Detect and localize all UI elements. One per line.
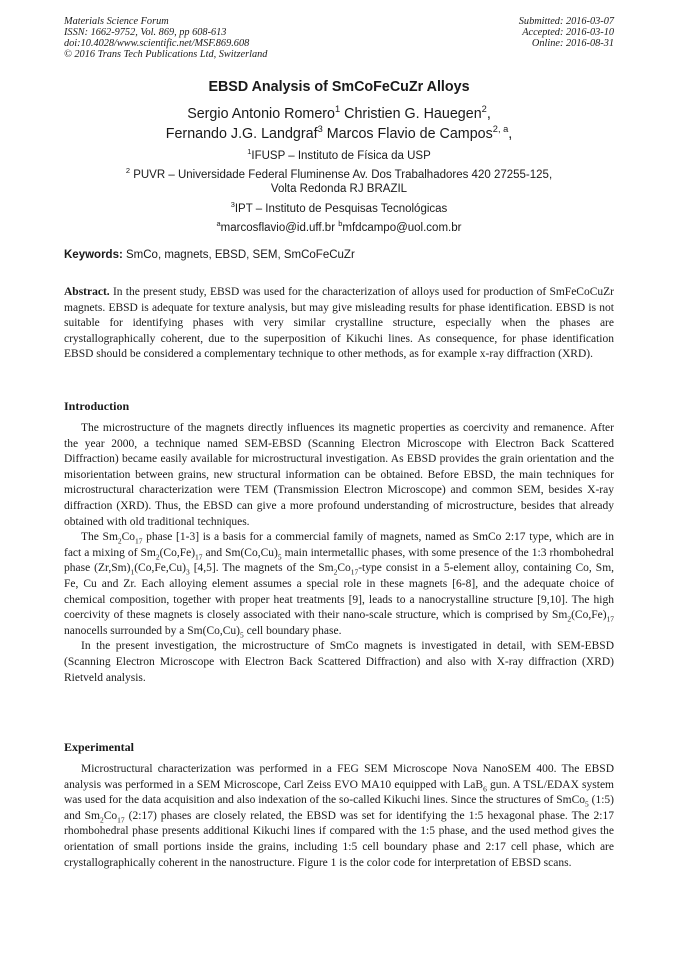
author-affil-mark: 2 [481, 104, 487, 115]
author-name: Christien G. Hauegen [340, 106, 482, 122]
affil-mark: 2 [125, 166, 131, 176]
online-date: Online: 2016-08-31 [531, 38, 614, 49]
experimental-body [64, 762, 614, 871]
email-mark: b [338, 219, 343, 229]
accepted-date: Accepted: 2016-03-10 [522, 27, 614, 38]
paragraph: In the present investigation, the microstructure of SmCo magnets is investigated in detail, with SEM-EBSD (Scanning Electron Microscope with Electron Back Scattered Diffraction) and also with X-ray diffraction (XRD) Rietveld analysis. [64, 640, 614, 684]
author-affil-mark: 3 [317, 124, 323, 135]
paragraph: Microstructural characterization was performed in a FEG SEM Microscope Nova NanoSEM 400. The EBSD analysis was performed in a SEM Microscope, Carl Zeiss EVO MA10 equipped with LaB$_6$ gun. A TSL/EDAX system was used for the data acquisition and also indexation of the so-called Kikuchi lines. Since the structures of SmCo$_5$ (1:5) and $Sm_2Co_{17}$ (2:17) phases are closely related, the EBSD was set for identifying the 1:5 hexagonal phase. The 2:17 rhombohedral phase presents additional Kikuchi lines if compared with the 1:5 phase, and the used method gives the orientation of small portions inside the grains, including 1:5 cell boundary phase and 2:17 cell phase, which are crystallographically coherent in the nanostructure. Figure 1 is the color code for interpretation of EBSD scans. [64, 763, 615, 869]
author-emails [0, 221, 678, 235]
submitted-date: Submitted: 2016-03-07 [518, 16, 614, 27]
email-mark: a [216, 219, 221, 229]
email-link[interactable]: marcosflavio@id.uff.br [220, 222, 336, 234]
abstract-text: In the present study, EBSD was used for the characterization of alloys used for production of SmFeCoCuZr magnets. EBSD is adequate for texture analysis, but may give misleading results for phase identification. EBSD is not suitable for identifying phases with very similar crystalline structure, especially when the phases are crystallographically coherent, due to the superposition of Kikuchi lines. As consequence, for phase identification EBSD should be considered a complementary technique to other methods, as for example x-ray diffraction (XRD). [64, 286, 614, 361]
affil-text: IPT – Instituto de Pesquisas Tecnológicas [234, 203, 448, 215]
affil-text: PUVR – Universidade Federal Fluminense Av. Dos Trabalhadores 420 27255-125, [130, 169, 553, 181]
paragraph: The $Sm_2Co_{17}$ phase [1-3] is a basis for a commercial family of magnets, named as SmCo 2:17 type, which are in fact a mixing of $Sm_2(Co,Fe)_{17}$ and $Sm(Co,Cu)_5$ main intermetallic phases, with some presence of the 1:3 rhombohedral phase $(Zr,Sm)_1(Co,Fe,Cu)_3$ [4,5]. The magnets of the $Sm_2Co_{17}$-type consist in a 5-element alloy, containing Co, Sm, Fe, Cu and Zr. Each alloying element assumes a special role in these magnets [6-8], and the adequate choice of chemical composition, together with proper heat treatments [9], leads to a nanocrystalline structure [9,10]. The high coercivity of these magnets is closely associated with their nano-scale structure, which is comprised by $Sm_2(Co,Fe)_{17}$ nanocells surrounded by a $Sm(Co,Cu)_5$ cell boundary phase. [64, 531, 615, 640]
keywords [64, 249, 614, 261]
author-affil-mark: 1 [335, 104, 341, 115]
journal-doi: doi:10.4028/www.scientific.net/MSF.869.608 [64, 38, 250, 49]
keywords-text: SmCo, magnets, EBSD, SEM, SmCoFeCuZr [122, 249, 355, 261]
introduction-body [64, 421, 614, 686]
journal-issn: ISSN: 1662-9752, Vol. 869, pp 608-613 [64, 27, 227, 38]
affil-text: IFUSP – Instituto de Física da USP [251, 150, 431, 162]
paragraph: The microstructure of the magnets directly influences its magnetic properties as coercivity and remanence. After the year 2000, a technique named SEM-EBSD (Scanning Electron Microscope with Electron Back Scattered Diffraction) became easily available for microstructural investigation. As EBSD provides the grain orientation and the misorientation between grains, new structural information can be obtained. Before EBSD, the main techniques for microstructural characterization were TEM (Transmission Electron Microscope) and common SEM, besides X-ray diffraction (XRD). Thus, the EBSD can give a more profound understanding of microstructure, besides that already obtained with old traditional techniques. [64, 422, 614, 528]
abstract-label: Abstract. [64, 286, 110, 298]
author-name: Marcos Flavio de Campos [322, 126, 493, 142]
abstract [64, 285, 614, 363]
author-line-1 [0, 104, 678, 124]
author-name: Sergio Antonio Romero [187, 106, 336, 122]
keywords-label: Keywords: [64, 249, 123, 261]
affiliation-1 [0, 149, 678, 163]
submission-dates [519, 16, 614, 49]
abstract-paragraph [64, 285, 614, 363]
journal-copyright: © 2016 Trans Tech Publications Ltd, Switzerland [64, 49, 268, 60]
affiliation-3 [0, 202, 678, 216]
author-affil-mark: 2, a [492, 124, 509, 135]
author-line-2 [0, 124, 678, 144]
paper-title: EBSD Analysis of SmCoFeCuZr Alloys [208, 79, 470, 95]
author-sep: , [508, 126, 513, 142]
affil-mark: 3 [230, 200, 235, 210]
email-link[interactable]: mfdcampo@uol.com.br [342, 222, 462, 234]
section-heading-experimental: Experimental [64, 740, 134, 754]
author-sep: , [486, 106, 491, 122]
author-name: Fernando J.G. Landgraf [165, 126, 318, 142]
affil-mark: 1 [247, 147, 252, 157]
author-list [0, 104, 678, 144]
affil-text: Volta Redonda RJ BRAZIL [270, 183, 408, 195]
section-heading-introduction: Introduction [64, 399, 130, 413]
journal-info [64, 16, 267, 60]
affiliation-2 [0, 168, 678, 196]
journal-name: Materials Science Forum [64, 16, 169, 27]
